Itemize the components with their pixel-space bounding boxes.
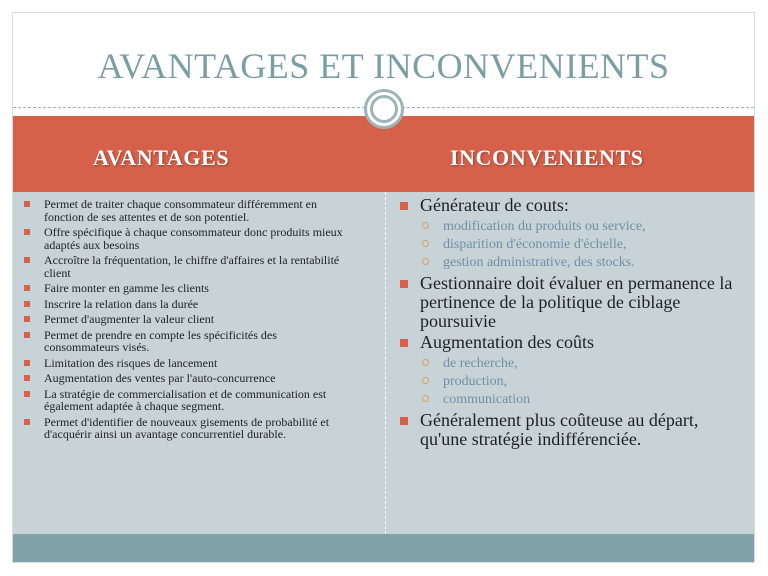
- avantage-item: [20, 388, 350, 413]
- circle-bullet-icon: [422, 240, 429, 247]
- avantage-item: [20, 357, 350, 370]
- circle-ornament-icon: [364, 89, 404, 129]
- avantages-list: [20, 198, 350, 444]
- avantage-item: [20, 329, 350, 354]
- inconvenient-text: Généralement plus coûteuse au départ, qu'une stratégie indifférenciée.: [420, 410, 699, 449]
- circle-bullet-icon: [422, 377, 429, 384]
- avantage-text: Faire monter en gamme les clients: [44, 281, 209, 295]
- sub-item-text: communication: [443, 392, 531, 407]
- inconvenient-text: Gestionnaire doit évaluer en permanence la pertinence de la politique de ciblage poursuivie: [420, 273, 733, 331]
- sub-list: [420, 218, 733, 272]
- sub-item-text: modification du produits ou service,: [443, 219, 646, 234]
- sub-item: [420, 254, 733, 272]
- sub-list: [420, 355, 733, 409]
- avantage-text: Inscrire la relation dans la durée: [44, 296, 199, 311]
- avantage-item: [20, 298, 350, 311]
- avantage-text: Augmentation des ventes par l'auto-concurrence: [44, 371, 276, 385]
- avantage-text: Permet d'identifier de nouveaux gisements de probabilité et d'acquérir ainsi un avantage concurrentiel durable.: [44, 414, 330, 441]
- sub-item: [420, 373, 733, 391]
- square-bullet-icon: [400, 202, 408, 210]
- avantage-item: [20, 254, 350, 279]
- square-bullet-icon: [400, 417, 408, 425]
- avantage-item: [20, 416, 350, 441]
- square-bullet-icon: [24, 419, 30, 425]
- square-bullet-icon: [24, 316, 30, 322]
- column-divider: [385, 192, 386, 534]
- inconvenient-item: [398, 274, 733, 331]
- sub-item: [420, 355, 733, 373]
- avantage-text: Permet de prendre en compte les spécificités des consommateurs visés.: [44, 327, 277, 354]
- avantage-text: Permet de traiter chaque consommateur différemment en fonction de ses attentes et de son potentiel.: [44, 197, 317, 224]
- circle-bullet-icon: [422, 258, 429, 265]
- avantage-text: Accroître la fréquentation, le chiffre d'affaires et la rentabilité client: [44, 253, 340, 280]
- avantage-item: [20, 226, 350, 251]
- square-bullet-icon: [400, 280, 408, 288]
- circle-bullet-icon: [422, 359, 429, 366]
- square-bullet-icon: [24, 257, 30, 263]
- circle-bullet-icon: [422, 222, 429, 229]
- sub-item-text: disparition d'économie d'échelle,: [443, 237, 627, 252]
- sub-item: [420, 218, 733, 236]
- avantage-text: La stratégie de commercialisation et de communication est également adaptée à chaque segment.: [44, 386, 327, 413]
- square-bullet-icon: [24, 391, 30, 397]
- square-bullet-icon: [400, 339, 408, 347]
- square-bullet-icon: [24, 201, 30, 207]
- sub-item-text: gestion administrative, des stocks.: [443, 255, 635, 270]
- sub-item: [420, 236, 733, 254]
- inconvenient-item: [398, 333, 733, 409]
- square-bullet-icon: [24, 375, 30, 381]
- avantage-text: Offre spécifique à chaque consommateur donc produits mieux adaptés aux besoins: [44, 225, 343, 252]
- inconvenients-list: [398, 196, 733, 451]
- slide-title: AVANTAGES ET INCONVENIENTS: [97, 46, 670, 86]
- avantage-item: [20, 282, 350, 295]
- inconvenient-text: Augmentation des coûts: [420, 332, 594, 352]
- avantage-text: Permet d'augmenter la valeur client: [44, 312, 215, 326]
- avantage-item: [20, 313, 350, 326]
- inconvenient-item: [398, 196, 733, 272]
- inconvenients-header: INCONVENIENTS: [450, 145, 644, 170]
- square-bullet-icon: [24, 229, 30, 235]
- sub-item: [420, 391, 733, 409]
- square-bullet-icon: [24, 285, 30, 291]
- sub-item-text: production,: [443, 374, 508, 389]
- square-bullet-icon: [24, 332, 30, 338]
- inconvenient-item: [398, 411, 733, 449]
- sub-item-text: de recherche,: [443, 356, 518, 371]
- avantage-item: [20, 198, 350, 223]
- square-bullet-icon: [24, 360, 30, 366]
- circle-bullet-icon: [422, 395, 429, 402]
- inconvenient-text: Générateur de couts:: [420, 195, 569, 215]
- avantages-header: AVANTAGES: [93, 145, 230, 170]
- avantage-text: Limitation des risques de lancement: [44, 355, 218, 370]
- square-bullet-icon: [24, 301, 30, 307]
- avantage-item: [20, 372, 350, 385]
- footer-band: [13, 534, 754, 563]
